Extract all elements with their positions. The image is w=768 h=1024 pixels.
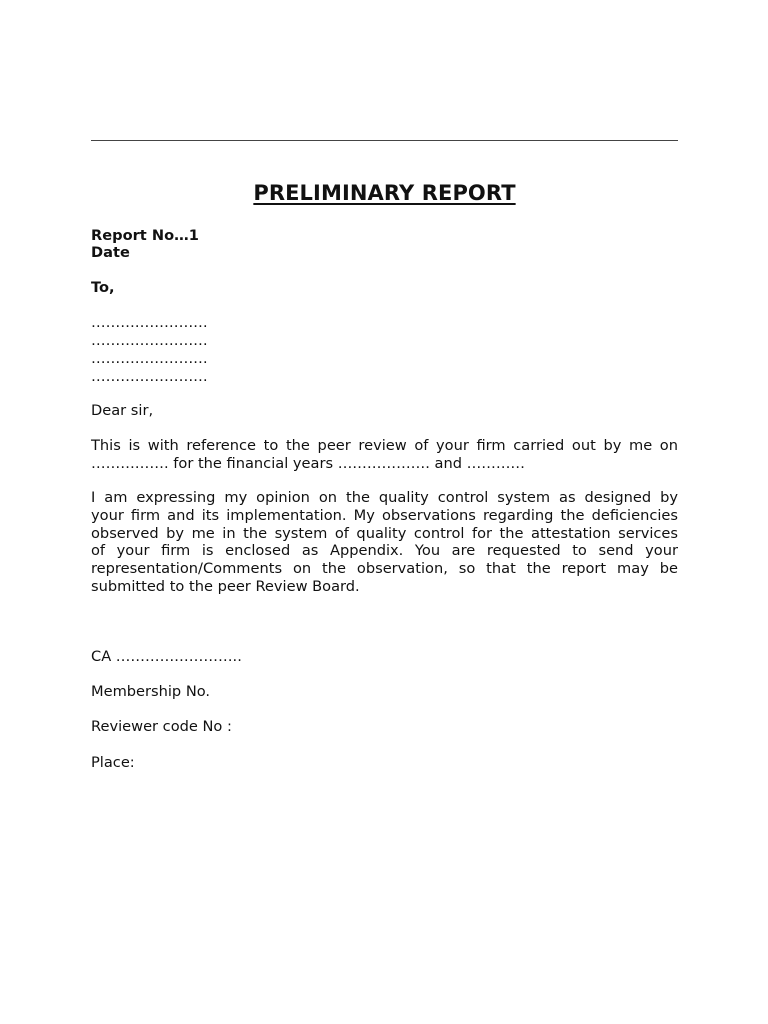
paragraph-line: ……………. for the financial years ………………. and ………… — [91, 454, 526, 472]
page-title: PRELIMINARY REPORT — [253, 181, 516, 205]
signature-ca: CA …………………….. — [91, 648, 242, 665]
paragraph-line: This is with reference to the peer review of your firm carried out by me on — [91, 437, 678, 454]
paragraph-opinion — [91, 489, 678, 596]
to-label: To, — [91, 279, 115, 296]
address-line: …………………… — [91, 314, 208, 331]
membership-number: Membership No. — [91, 683, 211, 700]
address-line: …………………… — [91, 368, 208, 385]
paragraph-line: representation/Comments on the observation, so that the report may be — [91, 560, 678, 578]
date-label: Date — [91, 244, 130, 261]
paragraph-line: observed by me in the system of quality control for the attestation services — [91, 524, 678, 542]
paragraph-line: submitted to the peer Review Board. — [91, 577, 360, 595]
address-line: …………………… — [91, 332, 208, 349]
address-line: …………………… — [91, 350, 208, 367]
paragraph-line: of your firm is enclosed as Appendix. You are requested to send your — [91, 542, 678, 560]
report-number: Report No…1 — [91, 227, 199, 244]
reviewer-code: Reviewer code No : — [91, 718, 232, 735]
paragraph-line: I am expressing my opinion on the quality control system as designed by — [91, 489, 678, 506]
salutation: Dear sir, — [91, 402, 154, 419]
header-rule — [91, 140, 678, 141]
place-label: Place: — [91, 754, 135, 771]
paragraph-reference — [91, 437, 678, 473]
paragraph-line: your firm and its implementation. My observations regarding the deficiencies — [91, 506, 678, 524]
